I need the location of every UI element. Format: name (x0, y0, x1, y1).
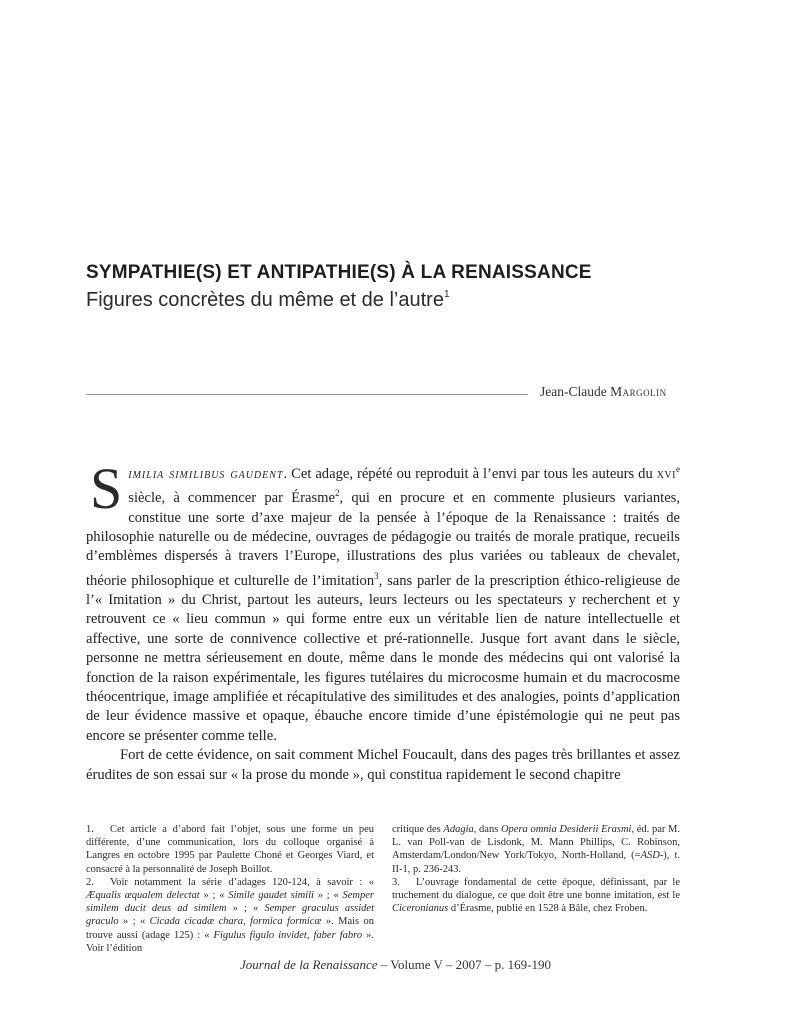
body-text-run: siècle, à commencer par Érasme (128, 490, 335, 507)
footnote-ref-1[interactable]: 1 (443, 289, 450, 300)
author-name (540, 384, 710, 400)
work-title: Opera omnia Desiderii Erasmi (500, 824, 632, 835)
footnote-text: -), t. II-1, p. 236-243. (392, 850, 680, 875)
work-title: Adagia, (443, 824, 477, 835)
article-title: SYMPATHIE(S) ET ANTIPATHIE(S) À LA RENAISSANCE (86, 262, 592, 283)
footnote-text: ». Mais on trouve aussi (adage 125) : « (86, 916, 375, 941)
adage-quote: Æqualis æqualem delectat (86, 890, 200, 902)
footnote-text: Voir notamment la série d’adages 120-124, à savoir : « (110, 876, 374, 888)
century-numeral: xvi (656, 465, 676, 482)
body-paragraph-2: Fort de cette évidence, on sait comment Michel Foucault, dans des pages très brillantes et assez érudites de son essai sur « la prose du monde », qui constitua rapidement le second chapitre (86, 747, 680, 783)
article-subtitle (86, 289, 726, 312)
footnote-text: critique des (392, 824, 444, 835)
footnote-text: , éd. par M. L. van Poll-van de Lisdonk, M. Mann Phillips, C. Robinson, Amsterdam/London/New York/Tokyo, North-Holland, (= (392, 824, 680, 862)
subtitle-text: Figures concrètes du même et de l’autre (86, 289, 444, 311)
body-text-run: , sans parler de la prescription éthico-religieuse de l’« Imitation » du Christ, partout les auteurs, leurs lecteurs ou les spectateurs y recherchent et y retrouvent ce « lieu commun » qui forme entre eux un véritable lien de nature intellectuelle et affective, une sorte de connivence collective et pré-rationnelle. Jusque fort avant dans le siècle, personne ne mettra sérieusement en doute, même dans le monde des médecins qui ont valorisé la fonction de la raison expérimentale, les figures tutélaires du microcosme humain et du macrocosme théocentrique, image amplifiée et récapitulative des similitudes et des analogies, points d’application de leur évidence massive et opaque, ébauche encore timide d’une épistémologie qui ne peut pas encore se présenter comme telle. (86, 572, 680, 744)
footnote-text: » ; « (118, 916, 150, 928)
footnote-ref-3[interactable]: 3 (374, 570, 379, 581)
footnote-number: 2. (86, 876, 94, 888)
century-superscript: e (675, 464, 680, 474)
journal-title: Journal de la Renaissance (239, 957, 378, 972)
footnotes-left-column (86, 823, 374, 955)
footnote-text: d’Érasme, publié en 1528 à Bâle, chez Froben. (448, 903, 648, 915)
page-footer (0, 957, 791, 973)
work-title: ASD (640, 850, 660, 862)
footnote-text: dans (476, 824, 501, 835)
journal-citation: – Volume V – 2007 – p. 169-190 (377, 957, 552, 972)
adage-quote: Figulus figulo invidet, faber fabro (213, 929, 363, 941)
work-title: Ciceronianus (392, 903, 449, 915)
footnotes-right-column (392, 823, 680, 915)
footnote-2 (86, 876, 374, 955)
footnote-text: » ; « (226, 903, 265, 915)
footnote-3 (392, 876, 680, 916)
footnote-text: L’ouvrage fondamental de cette époque, définissant, par le truchement du dialogue, ce que doit être une bonne imitation, est le (392, 876, 680, 902)
author-first-name: Jean-Claude (540, 384, 607, 399)
adage-quote: Simile gaudet simili (228, 890, 314, 902)
footnote-text: » ; « (313, 890, 343, 902)
author-last-name: Margolin (610, 384, 667, 399)
footnote-text: Cet article a d’abord fait l’objet, sous une forme un peu différente, d’une communication, lors du colloque organisé à Langres en octobre 1995 par Paulette Choné et Georges Viard, et consacré à la personnalité de Joseph Boillot. (86, 824, 374, 875)
adage-quote: Cicada cicadæ chara, formica formicæ (149, 916, 322, 928)
footnote-text: » ; « (199, 890, 229, 902)
footnote-text: ». Voir l’édition (86, 929, 375, 954)
adage-quote: Semper graculus assidet graculo (86, 903, 374, 928)
body-text-run: , qui en procure et en commente plusieurs variantes, constitue une sorte d’axe majeur de la pensée à l’époque de la Renaissance : traités de philosophie naturelle ou de médecine, ouvrages de pédagogie ou traités de morale pratique, recueils d’emblèmes dispersés à travers l’Europe, illustrations des plus variées ou tableaux de chevalet, théorie philosophique et culturelle de l’imitation (86, 490, 680, 589)
article-body (86, 456, 680, 785)
adage-quote: Semper similem ducit deus ad similem (86, 890, 374, 915)
body-paragraph-1 (86, 456, 680, 746)
footnote-1 (86, 823, 374, 876)
footnote-2-continued (392, 823, 680, 876)
footnote-ref-2[interactable]: 2 (334, 488, 340, 499)
opening-adage: imilia similibus gaudent (128, 465, 284, 482)
drop-cap: S (90, 456, 123, 521)
footnote-number: 1. (86, 824, 94, 835)
author-rule-divider (86, 394, 528, 395)
footnote-number: 3. (392, 876, 400, 888)
body-text-run: . Cet adage, répété ou reproduit à l’envi par tous les auteurs du (283, 465, 657, 482)
